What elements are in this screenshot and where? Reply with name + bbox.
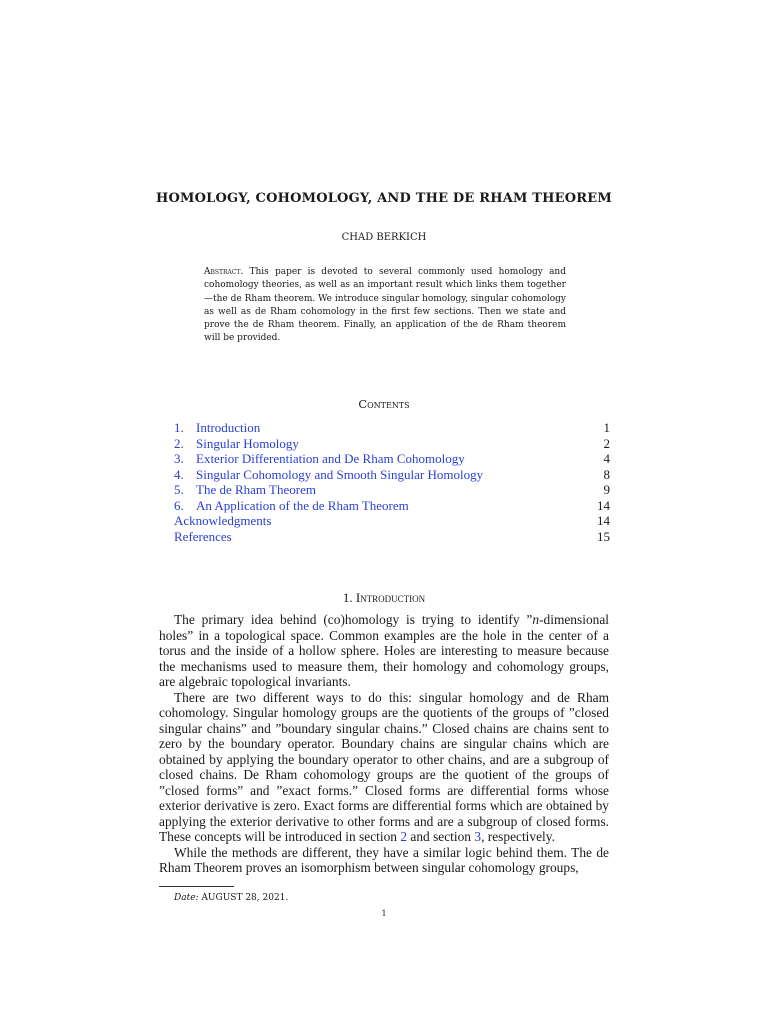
toc-entry-link[interactable]: The de Rham Theorem (196, 482, 316, 497)
toc-entry-introduction[interactable] (174, 420, 610, 436)
footnote-label: Date: (174, 893, 199, 903)
contents-heading: Contents (358, 397, 410, 411)
toc-entry-link[interactable]: An Application of the de Rham Theorem (196, 497, 409, 513)
toc-entry-number: 5. (174, 482, 184, 497)
author-name: CHAD BERKICH (341, 232, 427, 243)
toc-entry-page: 8 (603, 466, 610, 482)
toc-entry-number: 3. (174, 451, 184, 466)
toc-entry-number: 1. (174, 420, 184, 435)
table-of-contents (174, 420, 610, 544)
toc-entry-references[interactable] (174, 529, 610, 545)
paragraph (159, 612, 609, 690)
toc-entry-number: 2. (174, 435, 184, 451)
toc-entry-acknowledgments[interactable] (174, 513, 610, 529)
paragraph-text: , respectively. (481, 829, 555, 844)
section-number: 1. (342, 590, 353, 605)
footnote-divider (159, 886, 234, 887)
page-number: 1 (381, 909, 387, 918)
footnote-date (174, 893, 574, 903)
paragraph-text: and section (407, 829, 475, 844)
section-heading-introduction (0, 590, 768, 606)
toc-entry-page: 14 (597, 513, 610, 528)
introduction-body (159, 612, 609, 876)
toc-entry-de-rham-theorem[interactable] (174, 482, 610, 498)
abstract (204, 266, 566, 346)
toc-entry-page: 9 (603, 482, 610, 497)
toc-entry-singular-cohomology[interactable] (174, 467, 610, 483)
toc-entry-singular-homology[interactable] (174, 436, 610, 452)
math-variable: n (532, 612, 540, 627)
toc-entry-page: 14 (597, 497, 610, 513)
toc-entry-page: 2 (603, 435, 610, 451)
paragraph-text: There are two different ways to do this: singular homology and de Rham cohomology. Singular homology groups are the quotients of the groups of ”closed singular chains” and ”boundary singular chains.” Closed chains are chains sent to zero by the boundary operator. Boundary chains are singular chains which are obtained by applying the boundary operator to other chains, and are a subgroup of closed chains. De Rham cohomology groups are the quotient of the groups of ”closed forms” and ”exact forms.” Closed forms are differential forms whose exterior derivative is zero. Exact forms are differential forms which are obtained by applying the exterior derivative to other forms and are a subgroup of closed forms. These concepts will be introduced in section (159, 689, 609, 844)
toc-entry-link[interactable]: References (174, 528, 232, 544)
toc-entry-link[interactable]: Exterior Differentiation and De Rham Cohomology (196, 451, 465, 466)
paragraph (159, 690, 609, 845)
paper-title: HOMOLOGY, COHOMOLOGY, AND THE DE RHAM THEOREM (155, 191, 612, 206)
toc-entry-page: 15 (597, 528, 610, 544)
paragraph-text: -dimensional holes” in a topological space. Common examples are the hole in the center of a torus and the inside of a hollow sphere. Holes are interesting to measure because the mechanisms used to measure them, their homology and cohomology groups, are algebraic topological invariants. (159, 612, 609, 689)
abstract-label: Abstract. (204, 267, 244, 277)
toc-entry-link[interactable]: Singular Homology (196, 435, 299, 451)
toc-entry-link[interactable]: Introduction (196, 420, 261, 435)
toc-entry-link[interactable]: Singular Cohomology and Smooth Singular Homology (196, 466, 484, 482)
section-reference-link[interactable]: 3 (474, 829, 482, 844)
toc-entry-exterior-differentiation[interactable] (174, 451, 610, 467)
paragraph-text: The primary idea behind (co)homology is trying to identify ” (174, 612, 533, 627)
footnote-text: AUGUST 28, 2021. (201, 893, 289, 903)
section-title: Introduction (355, 590, 426, 605)
paragraph (159, 845, 609, 876)
toc-entry-application[interactable] (174, 498, 610, 514)
toc-entry-page: 4 (603, 451, 610, 466)
abstract-text: This paper is devoted to several commonly used homology and cohomology theories, as well as an important result which links them together—the de Rham theorem. We introduce singular homology, singular cohomology as well as de Rham cohomology in the first few sections. Then we state and prove the de Rham theorem. Finally, an application of the de Rham theorem will be provided. (204, 267, 566, 344)
toc-entry-number: 4. (174, 466, 184, 482)
paragraph-text: While the methods are different, they have a similar logic behind them. The de Rham Theorem proves an isomorphism between singular cohomology groups, (159, 844, 609, 875)
toc-entry-number: 6. (174, 497, 184, 513)
toc-entry-link[interactable]: Acknowledgments (174, 513, 272, 528)
section-reference-link[interactable]: 2 (400, 829, 408, 844)
toc-entry-page: 1 (603, 420, 610, 435)
